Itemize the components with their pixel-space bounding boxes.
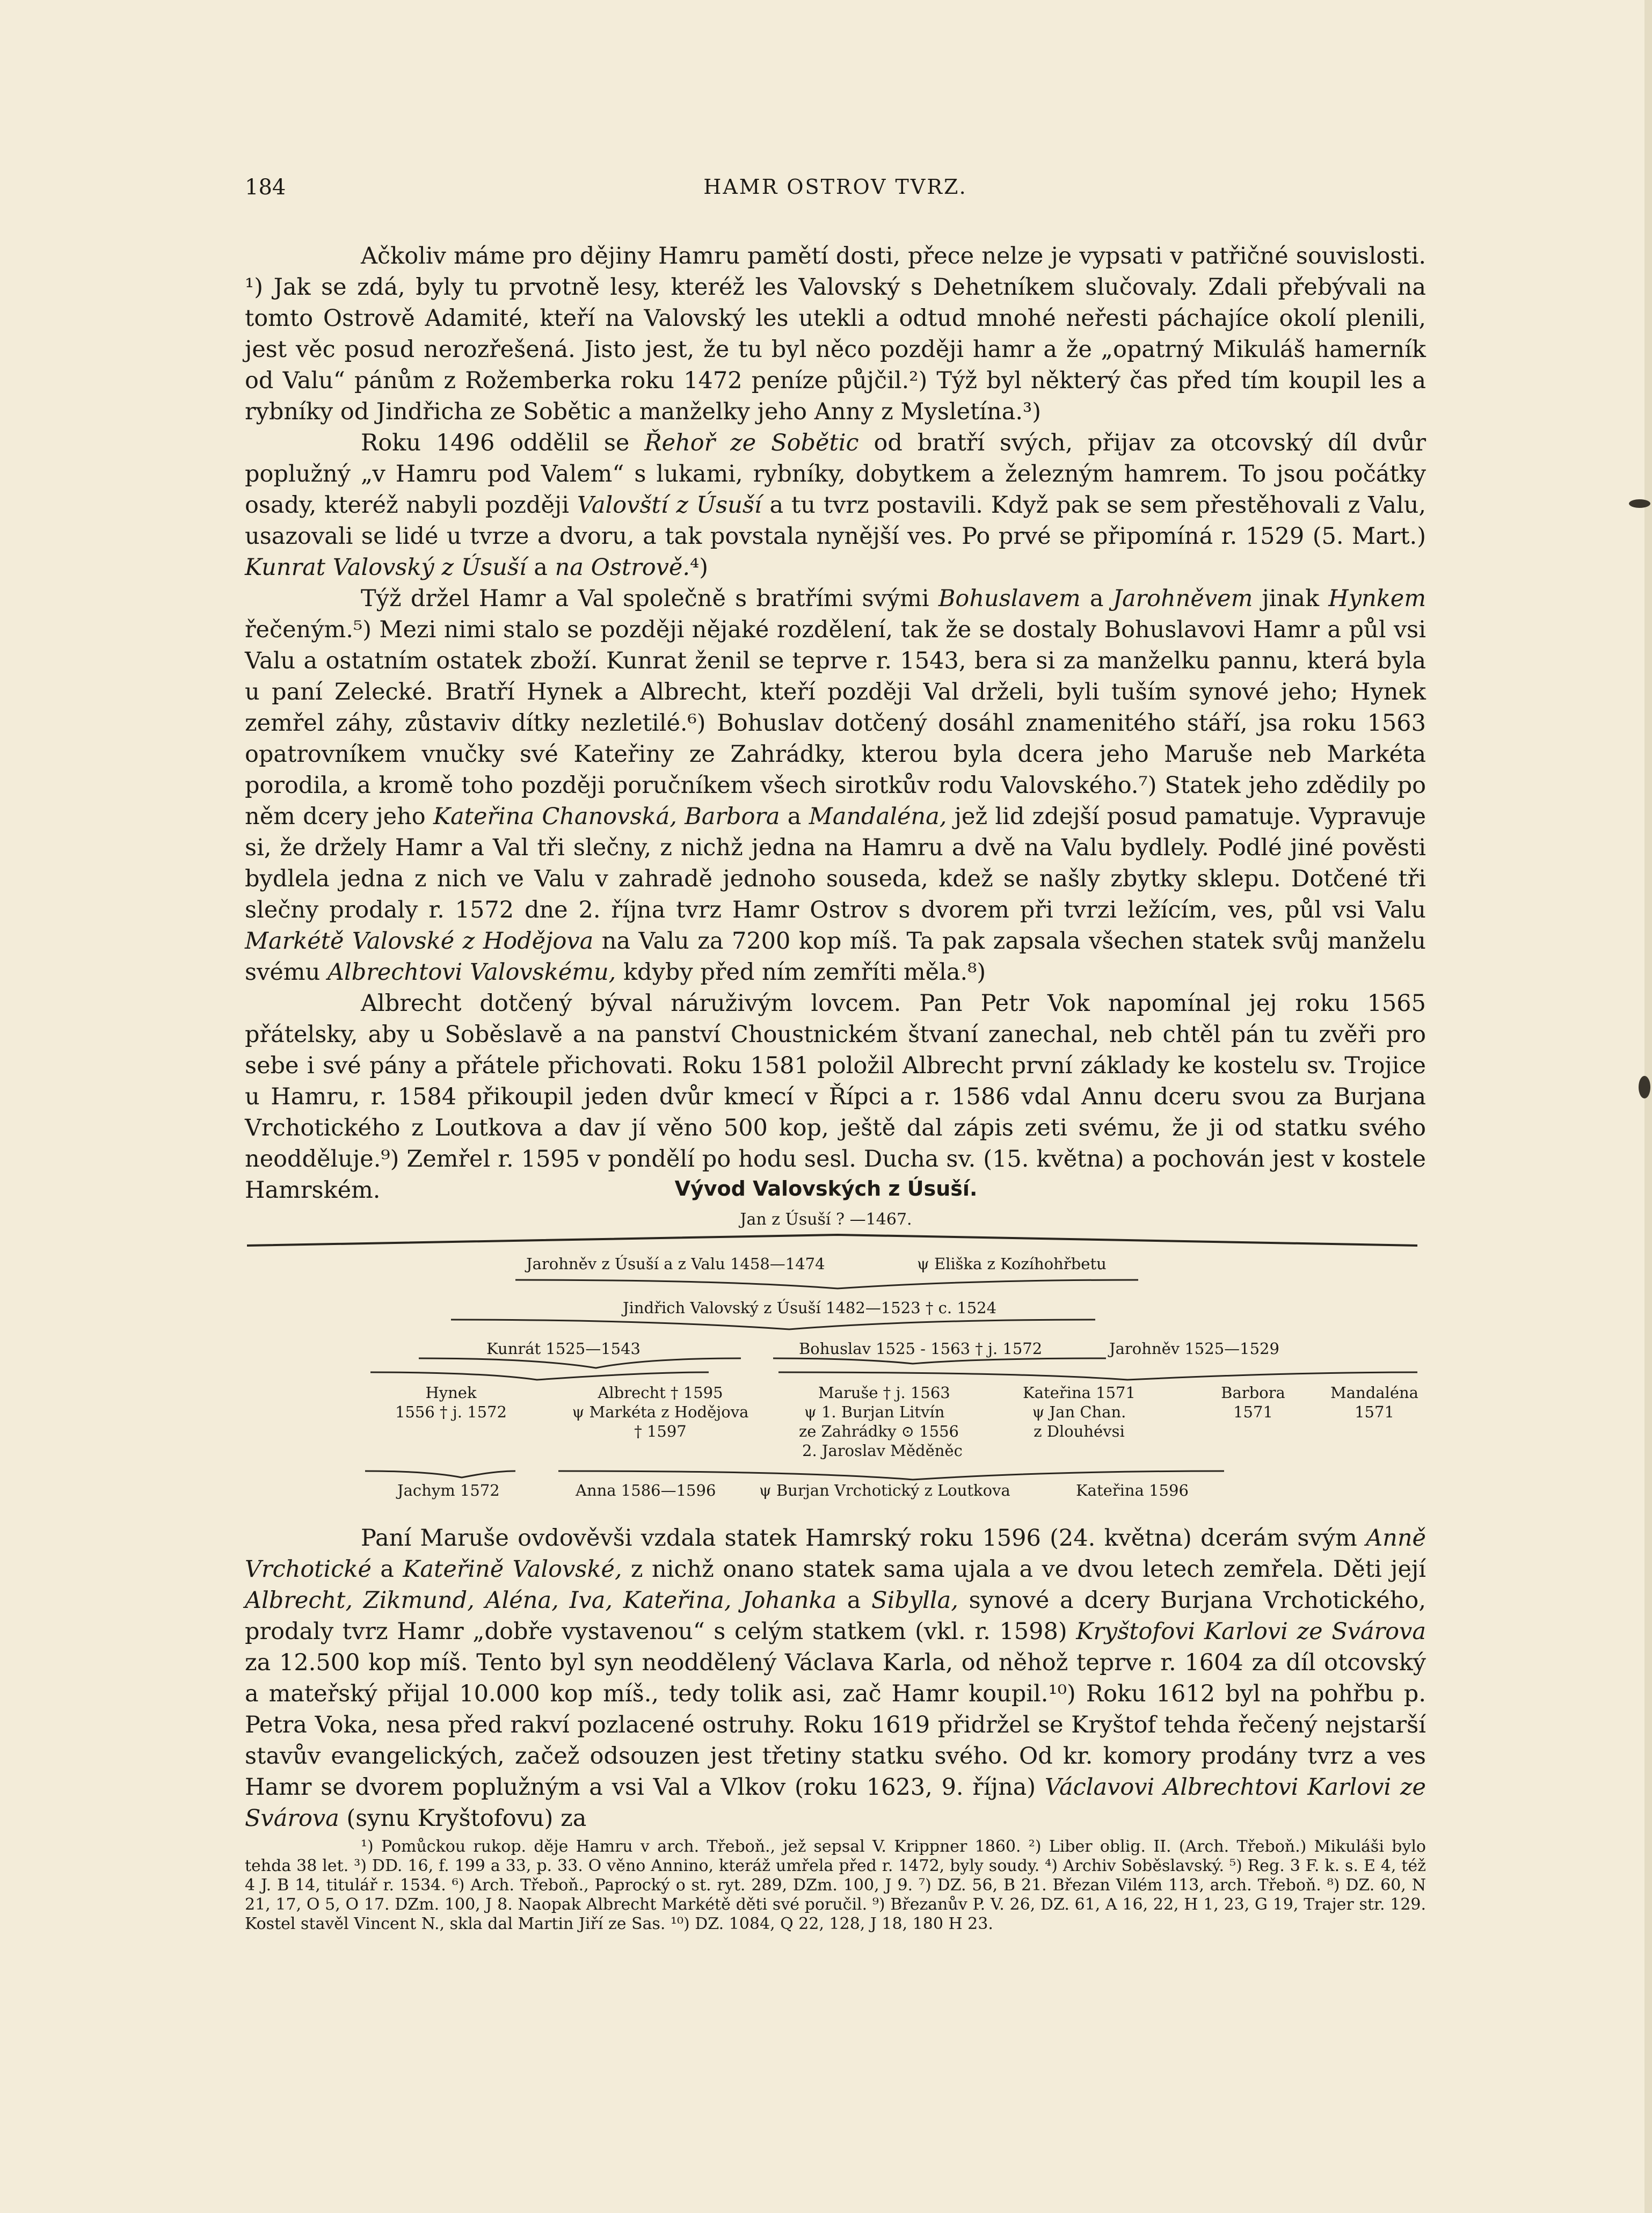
body-text-upper — [245, 241, 1426, 1206]
tree-brace — [370, 1372, 709, 1380]
footnotes — [245, 1837, 1426, 1934]
italic-name: Markétě Valovské z Hodějova — [245, 928, 594, 955]
running-title: HAMR OSTROV TVRZ. — [703, 175, 967, 199]
person-line: 1571 — [1233, 1403, 1273, 1421]
italic-name: na Ostrově. — [555, 554, 690, 581]
italic-name: Jarohněvem — [1112, 585, 1253, 612]
person-line: ψ Jan Chan. — [1032, 1403, 1126, 1421]
paragraph: Albrecht dotčený býval náruživým lovcem. Pan Petr Vok napomínal jej roku 1565 přátelsky, aby u Soběslavě a na panství Choustnickém štvaní zanechal, neb chtěl pán tu zvěři pro sebe i své pány a přátele přichovati. Roku 1581 položil Albrecht první základy ke kostelu sv. Trojice u Hamru, r. 1584 přikoupil jeden dvůr kmecí v Řípci a r. 1586 vdal Annu dceru svou za Burjana Vrchotického z Loutkova a dav jí věno 500 kop, ještě dal zápis zeti svému, že ji od statku svého neodděluje.⁹) Zemřel r. 1595 v pondělí po hodu sesl. Ducha sv. (15. května) a pochován jest v kostele Hamrském. — [245, 990, 1426, 1204]
genealogy-person — [799, 1383, 963, 1460]
margin-mark — [1639, 1076, 1650, 1098]
genealogy-person — [1321, 1383, 1428, 1422]
italic-name: Kryštofovi Karlovi ze Svárova — [1076, 1618, 1426, 1645]
person-line: z Dlouhévsi — [1034, 1422, 1125, 1440]
genealogy-person: Jarohněv z Úsuší a z Valu 1458—1474 — [526, 1255, 825, 1273]
genealogy-title: Vývod Valovských z Úsuší. — [674, 1177, 978, 1200]
italic-name: Václavovi Albrechtovi Karlovi ze Svárova — [245, 1774, 1427, 1832]
genealogy-spouse: ψ Burjan Vrchotický z Loutkova — [759, 1481, 1010, 1499]
italic-name: Kateřině Valovské, — [403, 1556, 622, 1583]
tree-brace — [515, 1280, 1138, 1289]
genealogy-person — [1009, 1383, 1149, 1441]
italic-name: Valovští z Úsuší — [577, 492, 762, 519]
genealogy-person: Bohuslav 1525 - 1563 † j. 1572 — [799, 1340, 1043, 1358]
genealogy-person: Jindřich Valovský z Úsuší 1482—1523 † c. 1524 — [623, 1299, 997, 1317]
person-line: Mandaléna — [1330, 1384, 1418, 1402]
page-edge — [1644, 0, 1652, 2213]
tree-brace — [451, 1320, 1095, 1329]
page-header — [245, 175, 1426, 207]
genealogy-person: Kateřina 1596 — [1076, 1481, 1189, 1499]
paragraph: Paní Maruše ovdověvši vzdala statek Hamrský roku 1596 (24. května) dcerám svým Anně Vrchotické a Kateřině Valovské, z nichž onano statek sama ujala a ve dvou letech zemřela. Děti její Albrecht, Zikmund, Aléna, Iva, Kateřina, Johanka a Sibylla, synové a dcery Burjana Vrchotického, prodaly tvrz Hamr „dobře vystavenou“ s celým statkem (vkl. r. 1598) Kryštofovi Karlovi ze Svárova za 12.500 kop míš. Tento byl syn neoddělený Václava Karla, od něhož teprve r. 1604 za díl otcovský a mateřský přijal 10.000 kop míš., tedy tolik asi, zač Hamr koupil.¹⁰) Roku 1612 byl na pohřbu p. Petra Voka, nesa před rakví pozlacené ostruhy. Roku 1619 přidržel se Kryštof tehda řečený nejstarší stavův evangelických, začež odsouzen jest třetiny statku svého. Od kr. komory prodány tvrz a ves Hamr se dvorem poplužným a vsi Val a Vlkov (roku 1623, 9. října) Václavovi Albrechtovi Karlovi ze Svárova (synu Kryštofovu) za — [245, 1525, 1427, 1832]
genealogy-person — [376, 1383, 526, 1422]
genealogy-person — [558, 1383, 762, 1441]
genealogy-person: Anna 1586—1596 — [576, 1481, 716, 1499]
italic-name: Hynkem — [1328, 585, 1426, 612]
genealogy-spouse: ψ Eliška z Kozíhohřbetu — [917, 1255, 1107, 1273]
paragraph: Roku 1496 oddělil se Řehoř ze Sobětic od bratří svých, přijav za otcovský díl dvůr poplužný „v Hamru pod Valem“ s lukami, rybníky, dobytkem a železným hamrem. To jsou počátky osady, kteréž nabyli později Valovští z Úsuší a tu tvrz postavili. Když pak se sem přestěhovali z Valu, usazovali se lidé u tvrze a dvoru, a tak povstala nynější ves. Po prvé se připomíná r. 1529 (5. Mart.) Kunrat Valovský z Úsuší a na Ostrově.⁴) — [245, 430, 1427, 581]
person-line: † 1597 — [634, 1422, 687, 1440]
page-number: 184 — [245, 175, 286, 200]
italic-name: Kunrat Valovský z Úsuší — [245, 554, 527, 581]
paragraph: Týž držel Hamr a Val společně s bratřími svými Bohuslavem a Jarohněvem jinak Hynkem řečeným.⁵) Mezi nimi stalo se později nějaké rozdělení, tak že se dostaly Bohuslavovi Hamr a půl vsi Valu a ostatním ostatek zboží. Kunrat ženil se teprve r. 1543, bera si za manželku pannu, která byla u paní Zelecké. Bratří Hynek a Albrecht, kteří později Val drželi, byli tuším synové jeho; Hynek zemřel záhy, zůstaviv dítky nezletilé.⁶) Bohuslav dotčený dosáhl znamenitého stáří, jsa roku 1563 opatrovníkem vnučky své Kateřiny ze Zahrádky, kterou byla dcera jeho Maruše neb Markéta porodila, a kromě toho později poručníkem všech sirotkův rodu Valovského.⁷) Statek jeho zdědily po něm dcery jeho Kateřina Chanovská, Barbora a Mandaléna, jež lid zdejší posud pamatuje. Vypravuje si, že držely Hamr a Val tři slečny, z nichž jedna na Hamru a dvě na Valu bydlely. Podlé jiné pověsti bydlela jedna z nich ve Valu v zahradě jednoho souseda, kdež se našly zbytky sklepu. Dotčené tři slečny prodaly r. 1572 dne 2. října tvrz Hamr Ostrov s dvorem při tvrzi ležícím, ves, půl vsi Valu Markétě Valovské z Hodějova na Valu za 7200 kop míš. Ta pak zapsala všechen statek svůj manželu svému Albrechtovi Valovskému, kdyby před ním zemříti měla.⁸) — [245, 585, 1426, 986]
footnote-text: ¹) Pomůckou rukop. děje Hamru v arch. Třeboň., jež sepsal V. Krippner 1860. ²) Liber oblig. II. (Arch. Třeboň.) Mikuláši bylo tehda 38 let. ³) DD. 16, f. 199 a 33, p. 33. O věno Annino, kteráž umřela před r. 1472, byly soudy. ⁴) Archiv Soběslavský. ⁵) Reg. 3 F. k. s. E 4, též 4 J. B 14, titulář r. 1534. ⁶) Arch. Třeboň., Paprocký o st. ryt. 289, DZm. 100, J 9. ⁷) DZ. 56, B 21. Březan Vilém 113, arch. Třeboň. ⁸) DZ. 60, N 21, 17, O 5, O 17. DZm. 100, J 8. Naopak Albrecht Markétě děti své poručil. ⁹) Březanův P. V. 26, DZ. 61, A 16, 22, H 1, 23, G 19, Trajer str. 129. Kostel stavěl Vincent N., skla dal Martin Jiří ze Sas. ¹⁰) DZ. 1084, Q 22, 128, J 18, 180 H 23. — [245, 1837, 1426, 1933]
person-line: Barbora — [1221, 1384, 1285, 1402]
person-line: 1556 † j. 1572 — [395, 1403, 507, 1421]
italic-name: Řehoř ze Sobětic — [644, 430, 859, 456]
paragraph: Ačkoliv máme pro dějiny Hamru pamětí dosti, přece nelze je vypsati v patřičné souvislosti. ¹) Jak se zdá, byly tu prvotně lesy, kteréž les Valovský s Dehetníkem slučovaly. Zdali přebývali na tomto Ostrově Adamité, kteří na Valovský les utekli a odtud mnohé neřesti páchajíce okolí plenili, jest věc posud nerozřešená. Jisto jest, že tu byl něco později hamr a že „opatrný Mikuláš hamerník od Valu“ pánům z Rožemberka roku 1472 peníze půjčil.²) Týž byl některý čas před tím koupil les a rybníky od Jindřicha ze Sobětic a manželky jeho Anny z Mysletína.³) — [245, 243, 1426, 425]
genealogy-person: Kunrát 1525—1543 — [486, 1340, 641, 1358]
tree-brace — [558, 1471, 1224, 1480]
italic-name: Albrechtovi Valovskému, — [327, 959, 616, 986]
person-line: ψ Markéta z Hodějova — [572, 1403, 749, 1421]
person-line: Albrecht † 1595 — [598, 1384, 723, 1402]
italic-name: Mandaléna, — [809, 803, 947, 830]
genealogy-person — [1205, 1383, 1301, 1422]
margin-mark — [1629, 499, 1650, 508]
tree-brace — [773, 1358, 1106, 1364]
tree-brace — [778, 1372, 1417, 1380]
genealogy-root: Jan z Úsuší ? —1467. — [740, 1210, 912, 1229]
person-line: 1571 — [1355, 1403, 1394, 1421]
tree-brace — [247, 1235, 1417, 1246]
person-line: Hynek — [425, 1384, 477, 1402]
person-line: ψ 1. Burjan Litvín — [804, 1403, 945, 1421]
italic-name: Sibylla, — [871, 1587, 958, 1614]
genealogy-person: Jarohněv 1525—1529 — [1109, 1340, 1279, 1358]
genealogy-person: Jachym 1572 — [397, 1481, 500, 1499]
italic-name: Albrecht, Zikmund, Aléna, Iva, Kateřina, Johanka — [245, 1587, 837, 1614]
italic-name: Kateřina Chanovská, Barbora — [433, 803, 780, 830]
tree-brace — [365, 1471, 515, 1477]
body-text-lower — [245, 1523, 1426, 1834]
italic-name: Anně Vrchotické — [245, 1525, 1426, 1583]
person-line: Kateřina 1571 — [1023, 1384, 1136, 1402]
italic-name: Bohuslavem — [938, 585, 1081, 612]
person-line: 2. Jaroslav Měděněc — [802, 1442, 963, 1460]
tree-brace — [419, 1358, 741, 1368]
person-line: ze Zahrádky ⊙ 1556 — [799, 1422, 959, 1440]
person-line: Maruše † j. 1563 — [818, 1384, 950, 1402]
